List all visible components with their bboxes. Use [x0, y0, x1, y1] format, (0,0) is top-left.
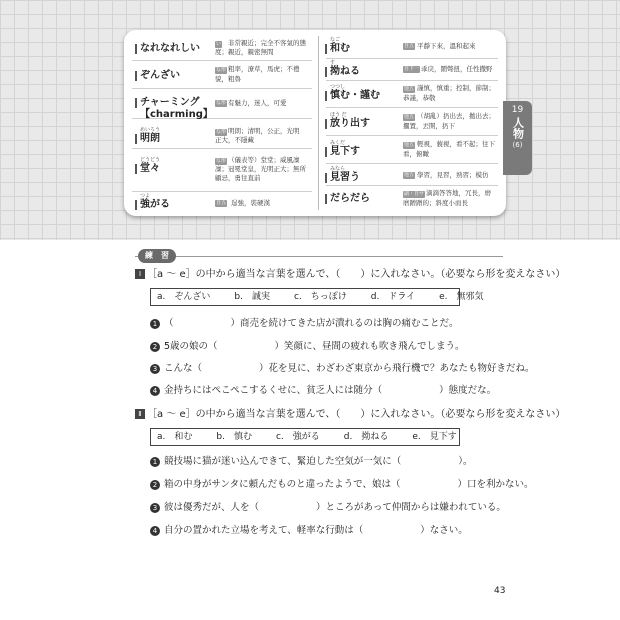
practice-rule	[135, 256, 503, 257]
pos-tag: な形	[216, 158, 227, 164]
option: d. ドライ	[370, 292, 416, 302]
pos-tag: 自五	[216, 200, 227, 206]
vocab-entry	[326, 62, 498, 81]
vocab-word: なご 和む	[330, 37, 350, 54]
vocab-def: 逞強，裝硬漢	[231, 199, 270, 207]
chapter-tab	[503, 101, 532, 175]
option: c. 強がる	[275, 432, 320, 442]
vocab-entry	[326, 111, 498, 136]
vocab-def: 恭謹，恭敬	[403, 94, 436, 102]
vocab-entry	[132, 64, 312, 89]
question-2-sentence: 4 自分の置かれた立場を考えて、軽率な行動は（ ）なさい。	[150, 525, 468, 537]
vocab-word: みくだ 見下す	[330, 140, 360, 157]
pos-tag: な形	[216, 67, 227, 73]
vocab-def: 謹慎，慎重；控制，節制；	[417, 84, 495, 92]
vocab-reading: みなら	[330, 166, 346, 172]
vocab-def: 學習，見習，熟習；模仿	[417, 171, 489, 179]
vocab-reading: なご	[330, 37, 341, 43]
vocab-word: だらだら	[330, 193, 370, 204]
vocab-reading: みくだ	[330, 140, 346, 146]
option: a. ぞんざい	[157, 292, 211, 302]
vocab-entry	[132, 38, 312, 61]
chapter-title: 人物	[511, 117, 525, 139]
vocab-def: 平靜下來，溫和起來	[417, 42, 476, 50]
option: a. 和む	[157, 432, 193, 442]
vocab-entry	[132, 126, 312, 149]
vocab-def: 看，俯瞰	[403, 150, 429, 158]
chapter-sub: (6)	[512, 141, 523, 149]
sentence-number: 2	[150, 480, 160, 490]
practice-header	[135, 247, 503, 265]
pos-tag: な形	[216, 100, 227, 106]
vocab-word: つよ 強がる	[140, 193, 170, 210]
sentence-number: 2	[150, 342, 160, 352]
question-1-options	[150, 288, 484, 306]
vocab-def: （儀表等）堂堂；威風凜	[228, 156, 300, 164]
question-2-instruction: Ⅱ ［a ～ e］の中から適当な言葉を選んで、（ ）に入れなさい。（必要なら形を変えなさい）	[135, 408, 565, 422]
vocab-reading: つつし	[330, 84, 346, 90]
sentence-number: 4	[150, 526, 160, 536]
option: b. 誠実	[234, 292, 270, 302]
pos-tag: 副・自サ	[404, 191, 425, 197]
pos-tag: 他五	[404, 114, 415, 120]
vocab-entry	[326, 167, 498, 186]
question-2-sentence: 3 彼は優秀だが、人を（ ）ところがあって仲間からは嫌われている。	[150, 502, 506, 514]
pos-tag: 他五	[404, 172, 415, 178]
pos-tag: 他五	[404, 86, 415, 92]
vocab-def: 度；親近，親密無間	[215, 48, 274, 56]
question-1-sentence: 4 金持ちにはぺこぺこするくせに、貧乏人には随分（ ）態度だな。	[150, 385, 496, 397]
vocab-def: 擱置，丟開，扔下	[403, 122, 455, 130]
pos-tag: な形	[216, 129, 227, 135]
chapter-number: 19	[511, 105, 524, 115]
question-2-sentence: 2 箱の中身がサンタに頼んだものと違ったようで、娘は（ ）口を利かない。	[150, 479, 533, 491]
vocab-word: ほう だ 放り出す	[330, 112, 370, 129]
question-number: Ⅱ	[135, 409, 145, 419]
sentence-number: 3	[150, 503, 160, 513]
vocab-word: ぞんざい	[140, 70, 180, 81]
vocab-entry	[132, 195, 312, 211]
sentence-number: 4	[150, 386, 160, 396]
pos-tag: い	[216, 41, 222, 47]
question-1-instruction: Ⅰ ［a ～ e］の中から適当な言葉を選んで、（ ）に入れなさい。（必要なら形を変えなさい）	[135, 268, 565, 282]
vocab-entry	[326, 83, 498, 108]
vocab-word: つつし 慎む・謹む	[330, 84, 380, 101]
vocab-reading: つよ	[140, 193, 151, 199]
vocab-word: なれなれしい	[140, 43, 200, 54]
page-number: 43	[494, 586, 506, 596]
vocab-reading: ほう だ	[330, 112, 347, 118]
vocab-entry	[132, 94, 312, 119]
vocab-reading: どうどう	[140, 157, 161, 163]
vocab-entry	[326, 38, 498, 59]
vocab-word: す 拗ねる	[330, 60, 360, 77]
practice-label: 練 習	[138, 249, 176, 263]
vocab-word: みなら 見習う	[330, 166, 360, 183]
question-1-sentence: 3 こんな（ ）花を見に、わざわざ東京から飛行機で？あなたも物好きだね。	[150, 363, 535, 375]
sentence-number: 1	[150, 319, 160, 329]
vocab-def: 滴滴答答地，冗長，磨	[426, 189, 491, 197]
vocab-def: 正大，不隱藏	[215, 136, 254, 144]
question-2-sentence: 1 競技場に猫が迷い込んできて、緊迫した空気が一気に（ ）。	[150, 456, 473, 468]
sentence-number: 1	[150, 457, 160, 467]
vocab-entry	[326, 188, 498, 210]
vocab-def: 有魅力，迷人，可愛	[228, 99, 287, 107]
vocab-reading: めいろう	[140, 127, 161, 133]
pos-tag: 他五	[404, 142, 415, 148]
vocab-word: チャーミング【charming】	[140, 97, 213, 120]
option: e. 無邪気	[439, 292, 484, 302]
pos-tag: 自五	[404, 43, 415, 49]
vocab-def: 乖戾，鬧彆扭，任性撒野	[421, 65, 493, 73]
vocab-def: 貌，粗魯	[215, 75, 241, 83]
vocab-def: 粗率，潦草，馬虎；不禮	[228, 65, 300, 73]
vocab-def: 顧忌，勇往直前	[215, 174, 261, 182]
pos-tag: 自下一	[404, 66, 420, 72]
question-number: Ⅰ	[135, 269, 145, 279]
option: b. 慎む	[216, 432, 252, 442]
option: c. ちっぽけ	[293, 292, 347, 302]
question-2-options	[150, 428, 460, 446]
sentence-number: 3	[150, 364, 160, 374]
vocab-entry	[326, 139, 498, 164]
vocab-def: 非常親近；完全不客氣的態	[228, 39, 306, 47]
vocab-def: 凜；冠冕堂皇，光明正大；無所	[215, 165, 306, 173]
option: d. 拗ねる	[343, 432, 389, 442]
vocab-def: 輕視，藐視，看不起；往下	[417, 140, 495, 148]
vocab-def: 明朗；清明，公正，光明	[228, 127, 300, 135]
question-1-sentence: 2 5歳の娘の（ ）笑顔に、昼間の疲れも吹き飛んでしまう。	[150, 341, 465, 353]
vocab-word: めいろう 明朗	[140, 127, 161, 144]
vocab-word: どうどう 堂々	[140, 157, 161, 174]
column-divider	[318, 36, 319, 210]
vocab-def: （胡亂）扔出去，拋出去；	[417, 112, 495, 120]
vocab-entry	[132, 155, 312, 192]
vocab-def: 磨蹭蹭的；斜度小而長	[403, 199, 468, 207]
option: e. 見下す	[412, 432, 457, 442]
question-1-sentence: 1 （ ）商売を続けてきた店が潰れるのは胸の痛むことだ。	[150, 318, 459, 330]
vocab-reading: す	[330, 60, 336, 66]
